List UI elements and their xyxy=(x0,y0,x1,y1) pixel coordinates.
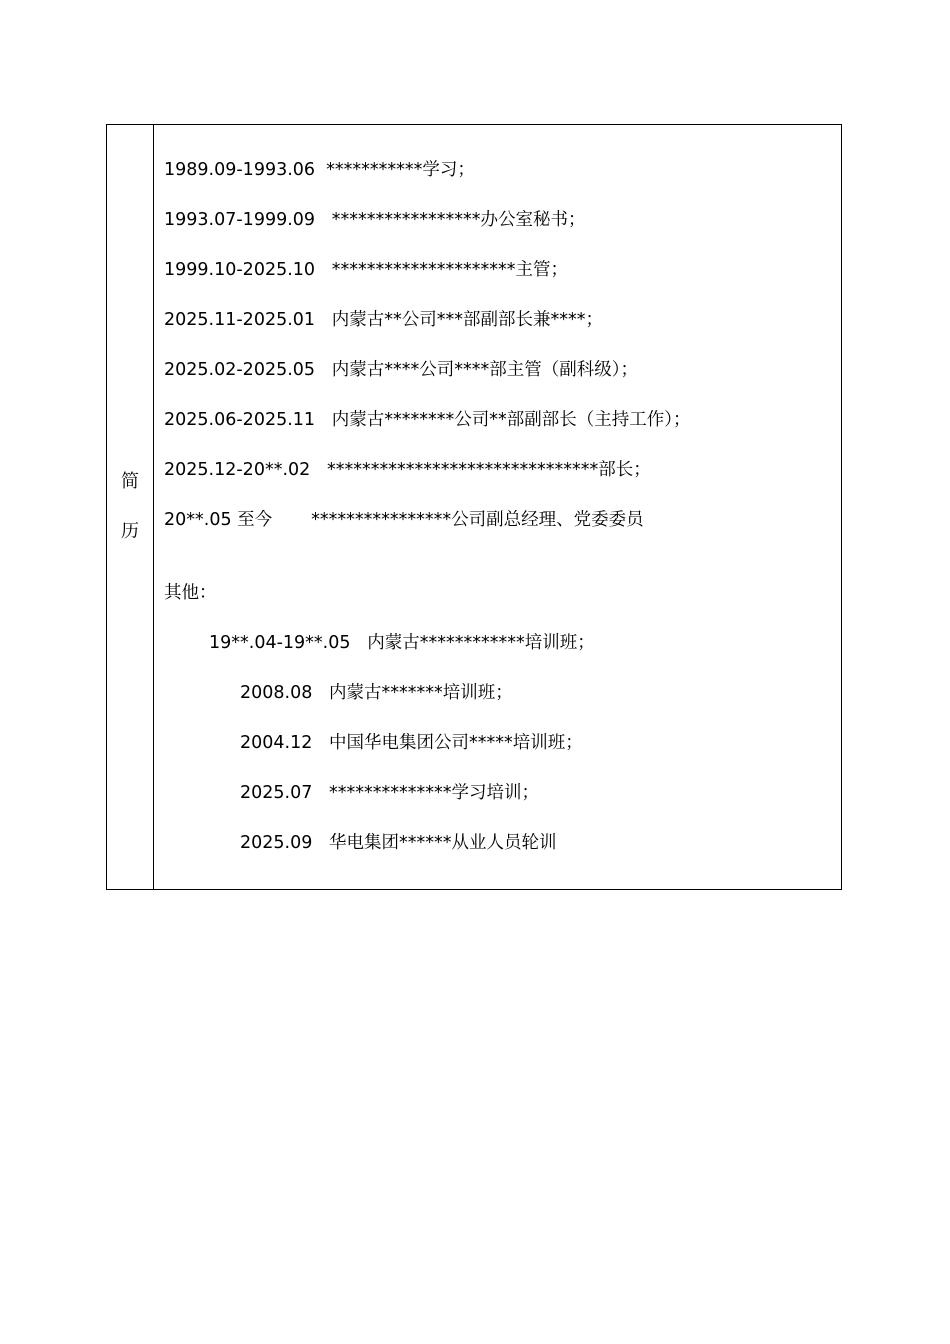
training-entry: 2025.09 华电集团******从业人员轮训 xyxy=(240,833,557,853)
section-label-char: 历 xyxy=(121,521,139,542)
resume-table xyxy=(106,124,842,890)
resume-entry: 2025.06-2025.11 内蒙古********公司**部副部长（主持工作）； xyxy=(164,410,691,430)
section-label-cell xyxy=(107,125,154,889)
resume-entry: 1993.07-1999.09 *****************办公室秘书； xyxy=(164,210,586,230)
training-entry: 2025.07 **************学习培训； xyxy=(240,783,540,803)
training-entry: 2008.08 内蒙古*******培训班； xyxy=(240,683,513,703)
training-entry: 19**.04-19**.05 内蒙古************培训班； xyxy=(209,633,595,653)
resume-entry: 2025.02-2025.05 内蒙古****公司****部主管（副科级）； xyxy=(164,360,638,380)
resume-entry: 2025.11-2025.01 内蒙古**公司***部副部长兼****； xyxy=(164,310,603,330)
resume-content-cell xyxy=(154,125,841,889)
resume-entry: 20**.05 至今 ****************公司副总经理、党委委员 xyxy=(164,510,644,530)
resume-entry: 2025.12-20**.02 *******************************部长； xyxy=(164,460,651,480)
resume-entry: 1999.10-2025.10 *********************主管； xyxy=(164,260,568,280)
training-entry: 2004.12 中国华电集团公司*****培训班； xyxy=(240,733,583,753)
other-section-label: 其他： xyxy=(164,583,217,603)
resume-entry: 1989.09-1993.06 ***********学习； xyxy=(164,160,475,180)
section-label-char: 简 xyxy=(121,471,139,492)
